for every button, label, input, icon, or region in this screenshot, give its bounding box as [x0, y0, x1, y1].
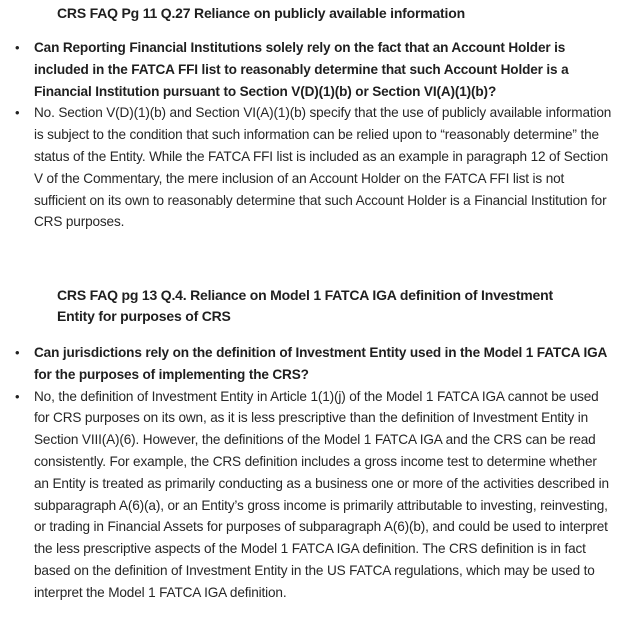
bullet-icon: •	[15, 105, 20, 121]
list-item-question-q27	[14, 37, 614, 102]
bullet-icon: •	[15, 388, 20, 404]
section-heading-q4: CRS FAQ pg 13 Q.4. Reliance on Model 1 FATCA IGA definition of Investment Entity for purposes of CRS	[57, 287, 553, 324]
question-text-q4: Can jurisdictions rely on the definition of Investment Entity used in the Model 1 FATCA IGA for the purposes of implementing the CRS?	[34, 345, 607, 382]
qa-list-q27	[14, 37, 614, 233]
section-heading-q27: CRS FAQ Pg 11 Q.27 Reliance on publicly available information	[57, 5, 465, 21]
list-item-answer-q27	[14, 102, 614, 233]
bullet-icon: •	[15, 345, 20, 360]
list-item-question-q4	[14, 342, 614, 386]
bullet-icon: •	[15, 40, 20, 55]
question-text-q27: Can Reporting Financial Institutions solely rely on the fact that an Account Holder is included in the FATCA FFI list to reasonably determine that such Account Holder is a Financial Institution pursuant to Section V(D)(1)(b) or Section VI(A)(1)(b)?	[34, 40, 569, 99]
answer-text-q4: No, the definition of Investment Entity in Article 1(1)(j) of the Model 1 FATCA IGA cannot be used for CRS purposes on its own, as it is less prescriptive than the definition of Investment Entity in Section VIII(A)(6). However, the definitions of the Model 1 FATCA IGA and the CRS can be read consistently. For example, the CRS definition includes a gross income test to determine whether an Entity is treated as primarily conducting as a business one or more of the activities described in subparagraph A(6)(a), or an Entity’s gross income is primarily attributable to investing, reinvesting, or trading in Financial Assets for purposes of subparagraph A(6)(b), and could be used to interpret the less prescriptive aspects of the Model 1 FATCA IGA definition. The CRS definition is in fact based on the definition of Investment Entity in the US FATCA regulations, which may be used to interpret the Model 1 FATCA IGA definition.	[34, 388, 609, 600]
answer-text-q27: No. Section V(D)(1)(b) and Section VI(A)(1)(b) specify that the use of publicly available information is subject to the condition that such information can be relied upon to “reasonably determine” the status of the Entity. While the FATCA FFI list is included as an example in paragraph 12 of Section V of the Commentary, the mere inclusion of an Account Holder on the FATCA FFI list is not sufficient on its own to reasonably determine that such Account Holder is a Financial Institution for CRS purposes.	[34, 105, 612, 230]
list-item-answer-q4	[14, 386, 614, 604]
qa-list-q4	[14, 342, 614, 604]
